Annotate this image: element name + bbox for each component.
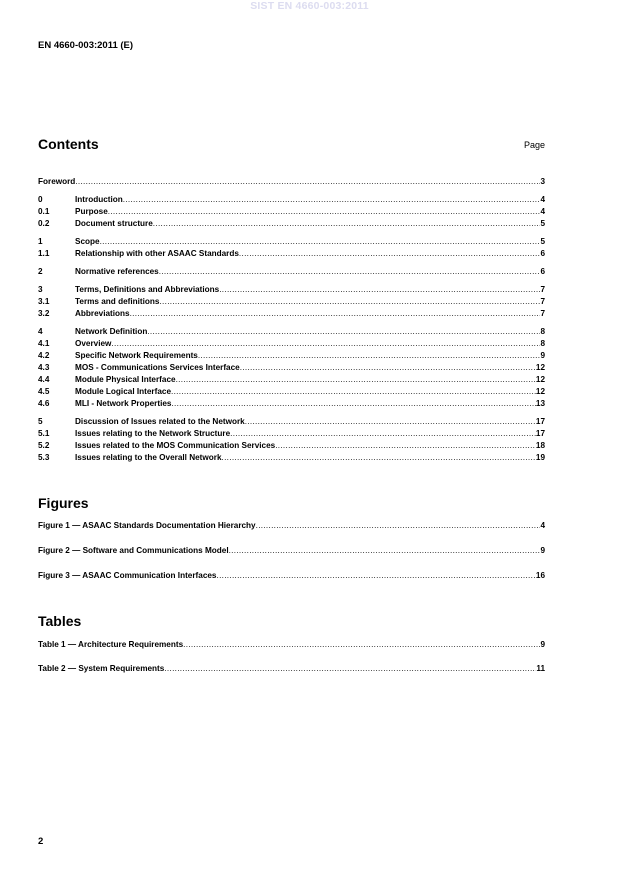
leader-dots (111, 338, 540, 350)
toc-entry-page: 18 (535, 441, 545, 450)
leader-dots (108, 206, 541, 218)
table-entry[interactable] (38, 639, 545, 651)
document-id: EN 4660-003:2011 (E) (38, 40, 134, 51)
toc-entry[interactable] (38, 374, 545, 386)
toc-entry-number: 0 (38, 195, 43, 204)
toc-entry-page: 12 (535, 363, 545, 372)
leader-dots (256, 520, 541, 532)
toc-entry[interactable] (38, 440, 545, 452)
figure-entry-title: Figure 2 — Software and Communications Model (38, 546, 229, 555)
toc-entry[interactable] (38, 218, 545, 230)
leader-dots (159, 266, 541, 278)
toc-entry-page: 7 (540, 297, 545, 306)
toc-entry-page: 12 (535, 387, 545, 396)
toc-entry-page: 8 (540, 339, 545, 348)
figure-entry[interactable] (38, 570, 545, 582)
leader-dots (100, 236, 541, 248)
toc-entry-page: 4 (540, 207, 545, 216)
toc-entry-number: 4.5 (38, 387, 50, 396)
leader-dots (239, 248, 541, 260)
figure-entry[interactable] (38, 520, 545, 532)
toc-entry-page: 17 (535, 429, 545, 438)
figures-heading: Figures (38, 495, 89, 511)
leader-dots (176, 374, 536, 386)
figure-entry-page: 4 (540, 521, 545, 530)
toc-entry-page: 9 (540, 351, 545, 360)
toc-entry[interactable] (38, 266, 545, 278)
leader-dots (147, 326, 540, 338)
toc-entry-page: 7 (540, 285, 545, 294)
leader-dots (123, 194, 541, 206)
toc-entry[interactable] (38, 398, 545, 410)
toc-entry[interactable] (38, 206, 545, 218)
toc-entry[interactable] (38, 236, 545, 248)
leader-dots (183, 639, 540, 651)
toc-entry-page: 17 (535, 417, 545, 426)
toc-entry-title: Introduction (75, 195, 123, 204)
figure-entry-title: Figure 1 — ASAAC Standards Documentation Hierarchy (38, 521, 256, 530)
leader-dots (164, 663, 536, 675)
toc-entry-page: 5 (540, 237, 545, 246)
figure-entry-page: 16 (535, 571, 545, 580)
toc-entry[interactable] (38, 350, 545, 362)
toc-entry-title: MLI - Network Properties (75, 399, 172, 408)
figure-entry[interactable] (38, 545, 545, 557)
leader-dots (171, 398, 535, 410)
table-entry-title: Table 2 — System Requirements (38, 664, 165, 673)
toc-entry-title: Document structure (75, 219, 153, 228)
toc-entry-page: 19 (535, 453, 545, 462)
toc-entry-number: 4.6 (38, 399, 50, 408)
toc-entry-title: Purpose (75, 207, 108, 216)
toc-entry-page: 8 (540, 327, 545, 336)
toc-entry[interactable] (38, 326, 545, 338)
toc-entry-page: 7 (540, 309, 545, 318)
toc-entry[interactable] (38, 296, 545, 308)
leader-dots (75, 176, 540, 188)
leader-dots (159, 296, 540, 308)
figure-entry-page: 9 (540, 546, 545, 555)
toc-entry-title: Overview (75, 339, 112, 348)
tables-heading: Tables (38, 613, 82, 629)
toc-entry-title: Discussion of Issues related to the Network (75, 417, 245, 426)
leader-dots (153, 218, 541, 230)
toc-entry-number: 5.1 (38, 429, 50, 438)
page-column-label: Page (523, 140, 545, 150)
leader-dots (222, 452, 536, 464)
toc-entry-number: 2 (38, 267, 43, 276)
leader-dots (230, 428, 536, 440)
toc-entry-number: 3.1 (38, 297, 50, 306)
toc-entry-title: Issues relating to the Network Structure (75, 429, 231, 438)
toc-entry[interactable] (38, 428, 545, 440)
toc-entry[interactable] (38, 452, 545, 464)
toc-entry-page: 13 (535, 399, 545, 408)
table-entry-page: 9 (540, 640, 545, 649)
toc-entry-title: Relationship with other ASAAC Standards (75, 249, 239, 258)
leader-dots (219, 284, 540, 296)
toc-entry-title: Abbreviations (75, 309, 130, 318)
toc-entry[interactable] (38, 248, 545, 260)
toc-entry-title: Module Physical Interface (75, 375, 176, 384)
toc-entry-title: Network Definition (75, 327, 148, 336)
table-entry-title: Table 1 — Architecture Requirements (38, 640, 184, 649)
toc-entry-number: 1 (38, 237, 43, 246)
toc-entry-title: Issues related to the MOS Communication Services (75, 441, 276, 450)
toc-entry-number: 1.1 (38, 249, 50, 258)
leader-dots (130, 308, 541, 320)
toc-entry-page: 5 (540, 219, 545, 228)
toc-entry-number: 0.1 (38, 207, 50, 216)
toc-entry-title: Foreword (38, 177, 76, 186)
toc-entry-title: MOS - Communications Services Interface (75, 363, 240, 372)
toc-entry-page: 6 (540, 249, 545, 258)
toc-entry-number: 4.1 (38, 339, 50, 348)
toc-entry-title: Normative references (75, 267, 159, 276)
toc-entry-number: 0.2 (38, 219, 50, 228)
toc-entry[interactable] (38, 416, 545, 428)
toc-entry[interactable] (38, 362, 545, 374)
table-entry-page: 11 (536, 664, 545, 673)
toc-entry-title: Terms and definitions (75, 297, 160, 306)
figure-entry-title: Figure 3 — ASAAC Communication Interfaces (38, 571, 217, 580)
toc-entry[interactable] (38, 194, 545, 206)
toc-entry-number: 4.3 (38, 363, 50, 372)
toc-entry-number: 4.2 (38, 351, 50, 360)
leader-dots (245, 416, 536, 428)
toc-entry-number: 4.4 (38, 375, 50, 384)
toc-entry-title: Terms, Definitions and Abbreviations (75, 285, 220, 294)
toc-entry-title: Issues relating to the Overall Network (75, 453, 222, 462)
toc-entry-number: 3 (38, 285, 43, 294)
leader-dots (240, 362, 536, 374)
leader-dots (217, 570, 536, 582)
toc-entry[interactable] (38, 338, 545, 350)
leader-dots (171, 386, 536, 398)
toc-entry-number: 4 (38, 327, 43, 336)
toc-entry-number: 3.2 (38, 309, 50, 318)
toc-entry-foreword[interactable] (38, 176, 545, 188)
toc-entry-title: Scope (75, 237, 100, 246)
contents-heading: Contents (38, 136, 99, 152)
toc-entry-page: 3 (540, 177, 545, 186)
toc-entry-page: 12 (535, 375, 545, 384)
watermark: SIST EN 4660-003:2011 (250, 0, 369, 12)
leader-dots (275, 440, 536, 452)
toc-entry-number: 5 (38, 417, 43, 426)
table-entry[interactable] (38, 663, 545, 675)
toc-entry-title: Specific Network Requirements (75, 351, 198, 360)
toc-entry[interactable] (38, 386, 545, 398)
page-number: 2 (38, 836, 44, 847)
leader-dots (198, 350, 541, 362)
leader-dots (229, 545, 541, 557)
toc-entry-number: 5.3 (38, 453, 50, 462)
toc-entry-number: 5.2 (38, 441, 50, 450)
toc-entry[interactable] (38, 308, 545, 320)
toc-entry-title: Module Logical Interface (75, 387, 171, 396)
toc-entry[interactable] (38, 284, 545, 296)
toc-entry-page: 6 (540, 267, 545, 276)
toc-entry-page: 4 (540, 195, 545, 204)
